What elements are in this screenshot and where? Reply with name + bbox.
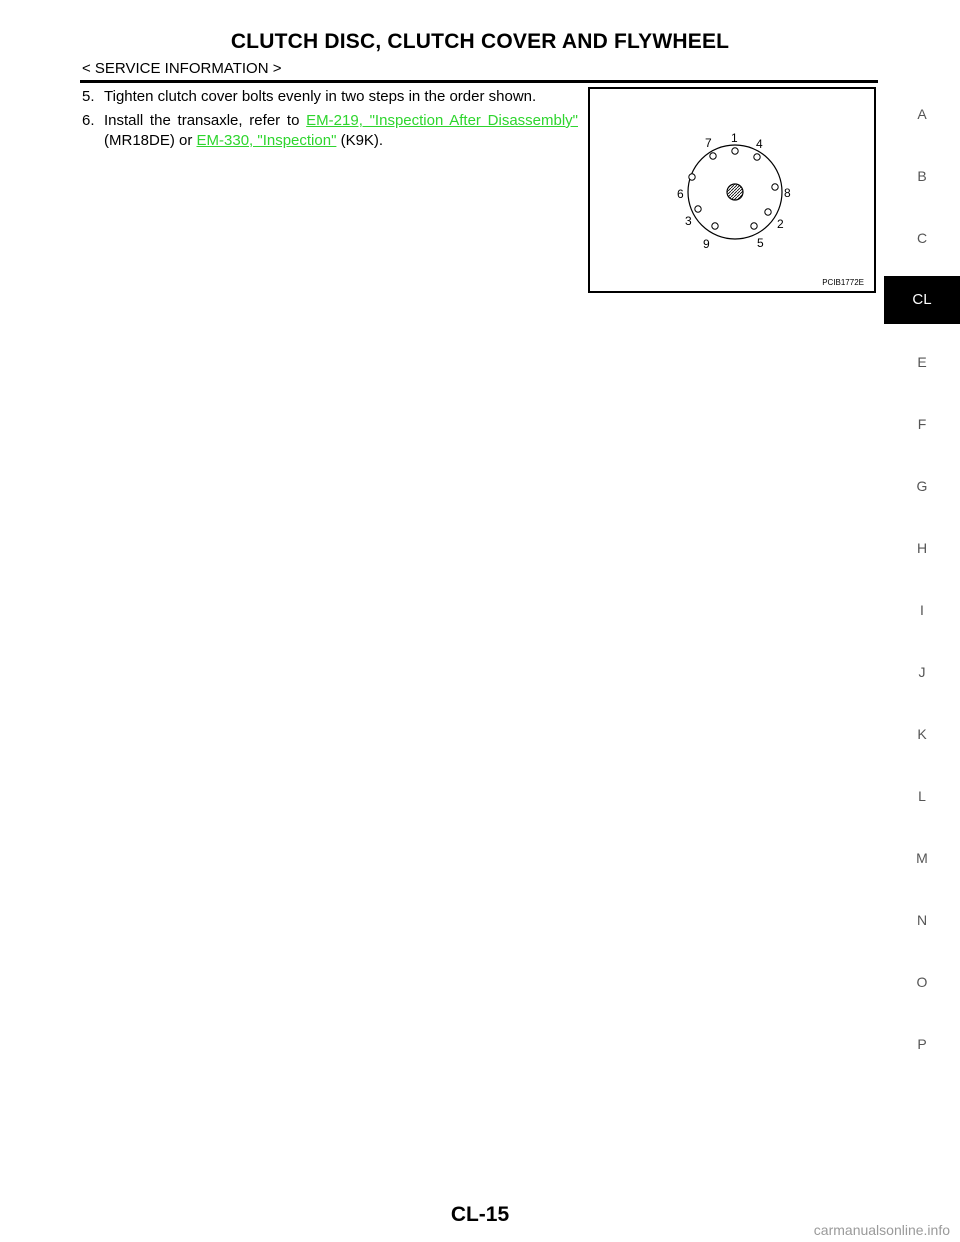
bolt-label-9: 9: [703, 237, 710, 251]
tab-i[interactable]: I: [920, 602, 924, 618]
step-text-before: Install the transaxle, refer to: [104, 112, 307, 129]
bolt-tightening-order-figure: [588, 87, 876, 293]
bolt-label-4: 4: [756, 137, 763, 151]
bolt-label-2: 2: [777, 217, 784, 231]
bolt-label-6: 6: [677, 187, 684, 201]
section-subtitle: < SERVICE INFORMATION >: [82, 60, 282, 77]
tab-e[interactable]: E: [917, 354, 927, 370]
bolt-label-8: 8: [784, 186, 791, 200]
step-text-middle: (MR18DE) or: [104, 132, 197, 149]
procedure-steps: [82, 87, 578, 155]
bolt-hole-3: [695, 206, 701, 212]
tab-p[interactable]: P: [917, 1036, 927, 1052]
link-em-330[interactable]: EM-330, "Inspection": [196, 132, 337, 149]
step-text-after: (K9K).: [336, 132, 384, 149]
step-number: 6.: [82, 112, 95, 129]
bolt-hole-9: [712, 223, 718, 229]
bolt-hole-1: [732, 148, 738, 154]
tab-b[interactable]: B: [917, 168, 927, 184]
center-hub: [727, 184, 743, 200]
step-5: [82, 87, 578, 107]
bolt-hole-2: [765, 209, 771, 215]
tab-c[interactable]: C: [916, 230, 928, 246]
link-em-219[interactable]: EM-219, "Inspection After Disassembly": [306, 112, 579, 129]
tab-cl[interactable]: CL: [884, 276, 960, 324]
tab-l[interactable]: L: [918, 788, 926, 804]
step-text: Tighten clutch cover bolts evenly in two steps in the order shown.: [104, 88, 537, 105]
step-6: [82, 111, 578, 151]
page-title: CLUTCH DISC, CLUTCH COVER AND FLYWHEEL: [230, 30, 730, 53]
tab-j[interactable]: J: [918, 664, 926, 680]
bolt-label-5: 5: [757, 236, 764, 250]
tab-k[interactable]: K: [917, 726, 927, 742]
tab-f[interactable]: F: [917, 416, 927, 432]
tab-m[interactable]: M: [916, 850, 928, 866]
bolt-hole-8: [772, 184, 778, 190]
bolt-pattern-diagram: [590, 89, 874, 291]
step-number: 5.: [82, 88, 95, 105]
section-index-tabs: [884, 0, 960, 1242]
figure-code: PCIB1772E: [822, 278, 864, 287]
bolt-label-7: 7: [705, 136, 712, 150]
bolt-hole-7: [710, 153, 716, 159]
bolt-label-3: 3: [685, 214, 692, 228]
bolt-label-1: 1: [731, 131, 738, 145]
tab-g[interactable]: G: [916, 478, 928, 494]
step-text: [104, 111, 578, 151]
watermark: carmanualsonline.info: [813, 1222, 950, 1238]
bolt-hole-4: [754, 154, 760, 160]
header-rule: [80, 80, 878, 83]
tab-a[interactable]: A: [917, 106, 927, 122]
tab-o[interactable]: O: [916, 974, 928, 990]
bolt-hole-6: [689, 174, 695, 180]
tab-n[interactable]: N: [916, 912, 928, 928]
page-number: CL-15: [450, 1203, 510, 1226]
bolt-hole-5: [751, 223, 757, 229]
tab-h[interactable]: H: [916, 540, 928, 556]
